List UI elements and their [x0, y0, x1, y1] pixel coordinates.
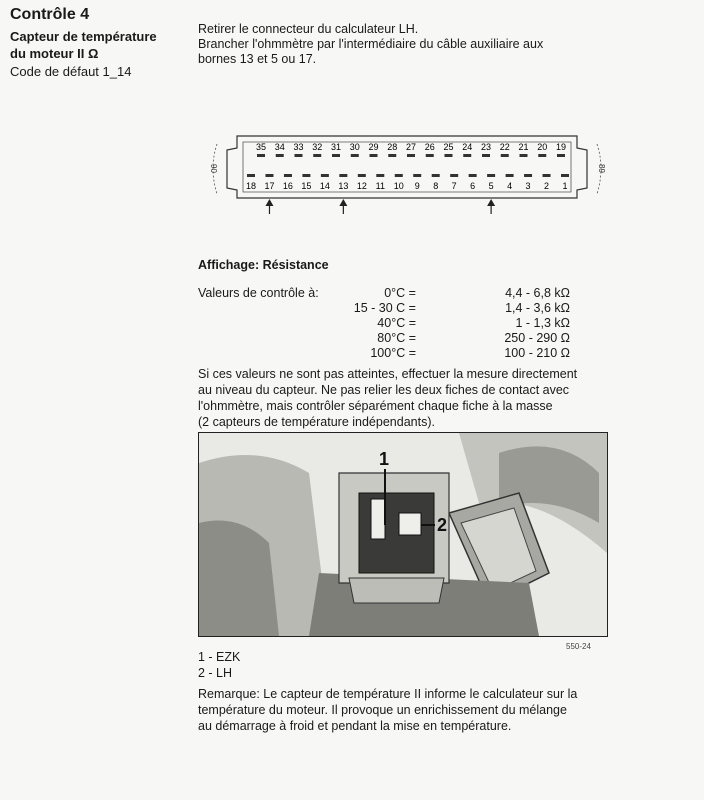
connector-pin — [469, 174, 477, 177]
test-value-resistance: 250 - 290 Ω — [504, 331, 570, 345]
connector-left-label: 90 — [209, 164, 218, 173]
connector-bottom-pin-row — [246, 174, 569, 191]
pin-arrow-icon — [339, 199, 347, 206]
connector-pin-label: 5 — [488, 181, 494, 191]
connector-pin — [413, 174, 421, 177]
connector-pin — [463, 154, 471, 157]
connector-pin-label: 26 — [424, 142, 435, 152]
page-title: Contrôle 4 — [10, 6, 90, 23]
photo-pin-2 — [399, 513, 421, 535]
photo-pin-1 — [371, 499, 385, 539]
connector-pin — [295, 154, 303, 157]
test-value-resistance: 1 - 1,3 kΩ — [515, 316, 570, 330]
remark-line: au démarrage à froid et pendant la mise en température. — [198, 719, 512, 733]
callout-label-2: 2 — [437, 515, 448, 535]
connector-pin — [247, 174, 255, 177]
advice-line: au niveau du capteur. Ne pas relier les deux fiches de contact avec — [198, 383, 570, 397]
connector-pin-label: 11 — [375, 181, 385, 191]
connector-pin-label: 35 — [255, 142, 267, 152]
connector-pin-label: 31 — [330, 142, 342, 152]
connector-pin — [487, 174, 495, 177]
connector-pin — [284, 174, 292, 177]
connector-pin — [321, 174, 329, 177]
connector-pin — [332, 154, 340, 157]
connector-pin — [501, 154, 509, 157]
connector-pin-label: 21 — [518, 142, 529, 152]
connector-pin-label: 6 — [470, 181, 476, 191]
connector-pin — [313, 154, 321, 157]
connector-pin — [557, 154, 565, 157]
connector-pin — [395, 174, 403, 177]
test-value-temp: 100°C = — [370, 346, 416, 360]
intro-instructions — [198, 22, 618, 67]
connector-pin-label: 18 — [245, 181, 257, 191]
connector-pin — [302, 174, 310, 177]
test-value-temp: 15 - 30 C = — [353, 301, 416, 315]
advice-line: l'ohmmètre, mais contrôler séparément chaque fiche à la masse — [198, 399, 553, 413]
test-value-temp: 40°C = — [377, 316, 416, 330]
remark-line: Remarque: Le capteur de température II informe le calculateur sur la — [198, 687, 578, 701]
connector-pin — [370, 154, 378, 157]
connector-pin-label: 8 — [433, 181, 439, 191]
pin-arrow-group — [265, 199, 495, 214]
connector-diagram — [205, 128, 605, 218]
connector-pin — [358, 174, 366, 177]
connector-pin — [445, 154, 453, 157]
test-value-temp: 0°C = — [384, 286, 416, 300]
values-label: Valeurs de contrôle à: — [198, 286, 319, 300]
advice-paragraph — [198, 366, 638, 430]
sensor-photo — [198, 432, 608, 637]
connector-pin — [450, 174, 458, 177]
connector-pin — [432, 174, 440, 177]
connector-pin-label: 10 — [393, 181, 404, 191]
connector-pin — [482, 154, 490, 157]
connector-pin — [538, 154, 546, 157]
connector-pin-label: 23 — [480, 142, 492, 152]
fault-code: Code de défaut 1_14 — [10, 64, 132, 79]
photo-reference: 550-24 — [566, 642, 591, 651]
connector-pin-label: 9 — [414, 181, 420, 191]
test-value-resistance: 4,4 - 6,8 kΩ — [505, 286, 570, 300]
connector-pin-label: 28 — [387, 142, 398, 152]
connector-pin — [276, 154, 284, 157]
connector-pin-label: 4 — [507, 181, 513, 191]
connector-pin-label: 13 — [338, 181, 349, 191]
legend-item: 1 - EZK — [198, 650, 241, 664]
connector-pin-label: 22 — [499, 142, 510, 152]
connector-pin-label: 24 — [462, 142, 473, 152]
section-subtitle — [10, 28, 157, 62]
connector-pin — [407, 154, 415, 157]
connector-pin-label: 32 — [312, 142, 323, 152]
subtitle-line-2: du moteur II Ω — [10, 46, 99, 61]
remark-paragraph — [198, 686, 628, 734]
photo-connector-plug — [359, 493, 434, 573]
subtitle-line-1: Capteur de température — [10, 29, 157, 44]
connector-pin — [561, 174, 569, 177]
connector-pin-label: 16 — [282, 181, 293, 191]
test-value-temp: 80°C = — [377, 331, 416, 345]
test-value-resistance: 100 - 210 Ω — [504, 346, 570, 360]
connector-pin-label: 14 — [319, 181, 330, 191]
connector-pin-label: 30 — [349, 142, 360, 152]
advice-line: Si ces valeurs ne sont pas atteintes, effectuer la mesure directement — [198, 367, 578, 381]
connector-pin-label: 2 — [544, 181, 550, 191]
connector-pin-label: 29 — [368, 142, 379, 152]
advice-line: (2 capteurs de température indépendants). — [198, 415, 435, 429]
connector-pin-label: 7 — [451, 181, 457, 191]
connector-pin-label: 19 — [555, 142, 567, 152]
remark-line: température du moteur. Il provoque un enrichissement du mélange — [198, 703, 567, 717]
intro-line: Retirer le connecteur du calculateur LH. — [198, 22, 419, 36]
connector-pin-label: 33 — [293, 142, 304, 152]
connector-pin — [388, 154, 396, 157]
intro-line: bornes 13 et 5 ou 17. — [198, 52, 317, 66]
connector-pin — [351, 154, 359, 157]
display-heading: Affichage: Résistance — [198, 258, 329, 272]
connector-pin-label: 15 — [301, 181, 312, 191]
test-value-resistance: 1,4 - 3,6 kΩ — [505, 301, 570, 315]
connector-pin — [376, 174, 384, 177]
pin-arrow-icon — [265, 199, 273, 206]
intro-line: Brancher l'ohmmètre par l'intermédiaire du câble auxiliaire aux — [198, 37, 544, 51]
connector-pin-label: 20 — [537, 142, 548, 152]
connector-pin-label: 27 — [405, 142, 417, 152]
connector-pin-label: 1 — [562, 181, 568, 191]
connector-pin-label: 3 — [525, 181, 531, 191]
connector-right-label: 89 — [597, 164, 606, 173]
connector-pin-label: 34 — [274, 142, 285, 152]
connector-pin-label: 25 — [443, 142, 454, 152]
connector-pin — [506, 174, 514, 177]
connector-pin — [339, 174, 347, 177]
callout-label-1: 1 — [379, 449, 390, 469]
connector-pin — [524, 174, 532, 177]
connector-pin — [426, 154, 434, 157]
connector-pin-label: 12 — [356, 181, 367, 191]
photo-sensor-base — [349, 578, 444, 603]
pin-arrow-icon — [487, 199, 495, 206]
connector-top-pin-row — [256, 142, 566, 157]
connector-pin-label: 17 — [264, 181, 275, 191]
connector-pin — [265, 174, 273, 177]
legend-item: 2 - LH — [198, 666, 233, 680]
connector-pin — [520, 154, 528, 157]
connector-pin — [257, 154, 265, 157]
connector-pin — [543, 174, 551, 177]
